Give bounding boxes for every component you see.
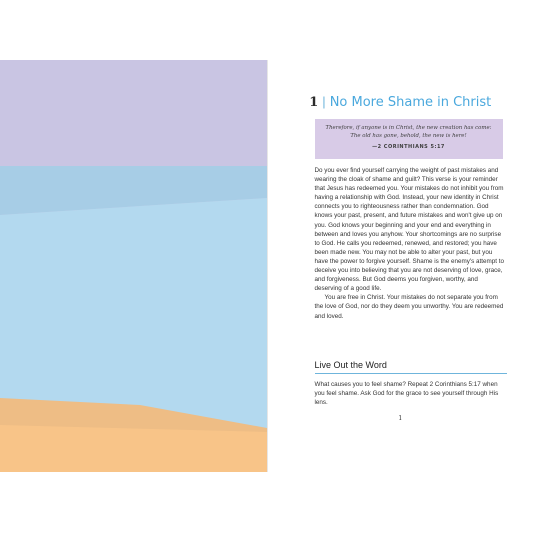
- chapter-separator: |: [322, 94, 326, 109]
- devotional-body: [315, 166, 507, 321]
- chapter-title: No More Shame in Christ: [329, 95, 492, 110]
- reflection-prompt: What causes you to feel shame? Repeat 2 Corinthians 5:17 when you feel shame. Ask God for the grace to see yourself through His lens.: [314, 381, 499, 407]
- landscape-illustration: [0, 60, 267, 472]
- verse-callout: [315, 119, 503, 159]
- chapter-number: 1: [309, 95, 319, 110]
- section-divider: [315, 373, 507, 374]
- chapter-heading: [268, 94, 533, 111]
- sky-band: [0, 60, 267, 170]
- book-spread: [0, 60, 533, 472]
- verse-text: Therefore, if anyone is in Christ, the new creation has come: The old has gone, behold, the new is here!: [325, 125, 492, 139]
- page-number: 1: [398, 415, 403, 422]
- sand-foreground: [0, 425, 267, 472]
- illustration-page: [0, 60, 267, 472]
- section-heading: Live Out the Word: [314, 360, 387, 370]
- verse-reference: —2 CORINTHIANS 5:17: [372, 144, 445, 150]
- body-paragraph: You are free in Christ. Your mistakes do not separate you from the love of God, nor do they deem you unworthy. You are redeemed and loved.: [314, 294, 504, 320]
- text-page: [267, 60, 533, 472]
- body-paragraph: Do you ever find yourself carrying the weight of past mistakes and wearing the cloak of shame and guilt? This verse is your reminder that Jesus has redeemed you. Your mistakes do not inhibit you from having a relationship with God. Instead, your new identity in Christ connects you to righteousness rather than condemnation. God knows your past, present, and future mistakes and won't give up on you. God knows your beginning and your end and everything in between and loves you anyhow. Your shortcomings are no surprise to God. He calls you redeemed, renewed, and restored; you have been made new. You may not be able to alter your past, but you have the power to forgive yourself. Shame is the enemy's attempt to deceive you into believing that you are not deserving of love, grace, and forgiveness. But God deems you forgiven, worthy, and deserving of a good life.: [314, 167, 505, 293]
